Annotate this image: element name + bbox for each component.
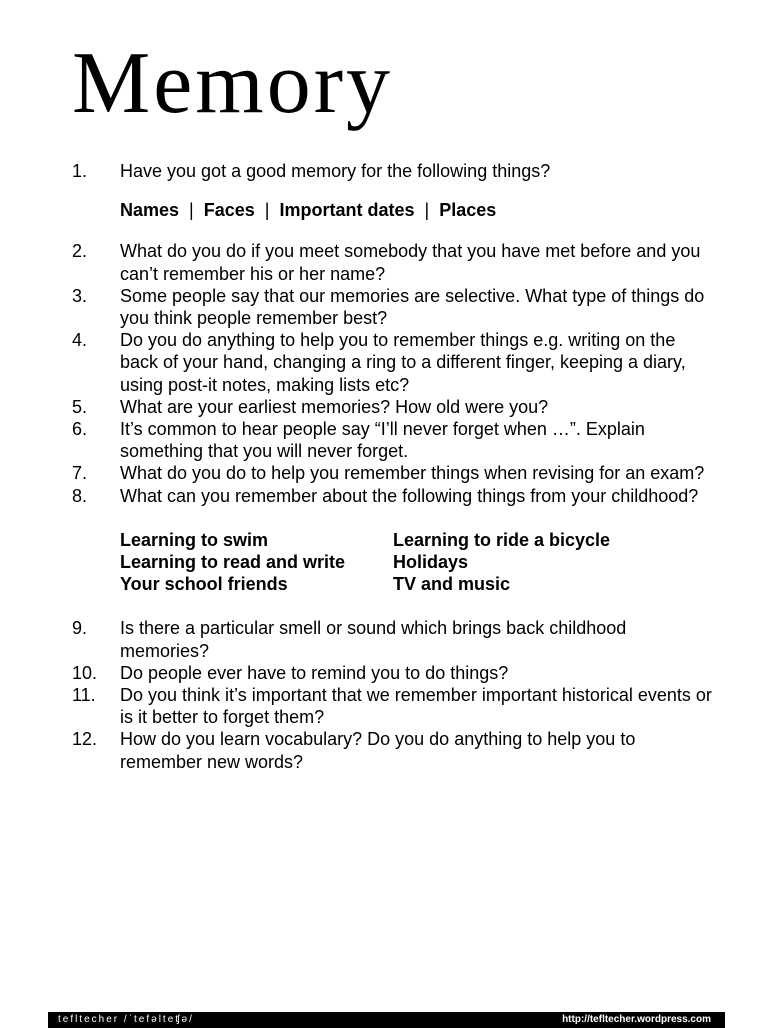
childhood-topic: Learning to read and write: [120, 552, 346, 573]
question-item: [72, 160, 712, 182]
question-number: 8.: [72, 485, 88, 506]
question-number: 5.: [72, 396, 88, 417]
question-number: 1.: [72, 161, 88, 181]
question-text: What do you do to help you remember things when revising for an exam?: [120, 463, 705, 484]
question-text: What can you remember about the following things from your childhood?: [120, 485, 699, 506]
question-item: [72, 485, 712, 507]
childhood-topic: Learning to ride a bicycle: [393, 529, 611, 550]
question-text: Do people ever have to remind you to do things?: [120, 662, 509, 683]
question-number: 9.: [72, 618, 88, 639]
question-item: [72, 662, 712, 684]
childhood-topic: Learning to swim: [120, 529, 269, 550]
topic-word: Names: [120, 200, 180, 221]
topic-separator: |: [424, 200, 430, 221]
question-item: [72, 684, 712, 728]
page-title: Memory: [72, 35, 394, 132]
question-item: [72, 240, 712, 284]
footer-brand: tefltecher /ˈtefəlteʧə/: [58, 1014, 194, 1025]
footer-bar: [48, 1012, 725, 1028]
topic-word: Places: [439, 200, 497, 221]
question-item: [72, 285, 712, 329]
childhood-topic: TV and music: [393, 574, 511, 595]
question-number: 6.: [72, 419, 88, 440]
question-number: 7.: [72, 463, 88, 484]
question-item: [72, 396, 712, 418]
question-text: How do you learn vocabulary? Do you do anything to help you to remember new words?: [120, 729, 636, 772]
question-number: 3.: [72, 285, 88, 306]
question-number: 4.: [72, 330, 88, 351]
question-item: [72, 329, 712, 396]
question-item: [72, 617, 712, 661]
memory-topics-row: [120, 199, 712, 221]
question-text: Some people say that our memories are selective. What type of things do you think people remember best?: [120, 285, 705, 329]
question-text: What are your earliest memories? How old were you?: [120, 396, 549, 417]
topic-word: Important dates: [279, 200, 415, 221]
topic-separator: |: [189, 200, 194, 221]
question-number: 12.: [72, 729, 98, 750]
question-text: Is there a particular smell or sound which brings back childhood memories?: [120, 618, 627, 661]
question-text: Do you think it’s important that we remember important historical events or is it better to forget them?: [120, 685, 712, 728]
question-text: Have you got a good memory for the following things?: [120, 161, 551, 181]
question-item: [72, 462, 712, 484]
childhood-topic: Holidays: [393, 552, 469, 573]
question-text: What do you do if you meet somebody that you have met before and you can’t remember his or her name?: [120, 241, 701, 284]
question-item: [72, 728, 712, 772]
childhood-topics-grid: [120, 529, 712, 596]
question-number: 11.: [72, 685, 96, 706]
topic-word: Faces: [203, 200, 255, 221]
question-number: 10.: [72, 662, 98, 683]
question-text: It’s common to hear people say “I’ll never forget when …”. Explain something that you will never forget.: [120, 419, 645, 462]
worksheet-content: [72, 160, 712, 773]
question-text: Do you do anything to help you to remember things e.g. writing on the back of your hand, changing a ring to a different finger, keeping a diary, using post-it notes, making lists etc?: [120, 330, 686, 395]
topic-separator: |: [264, 200, 270, 221]
childhood-topic: Your school friends: [120, 574, 288, 595]
footer-url-link[interactable]: http://tefltecher.wordpress.com: [562, 1014, 711, 1025]
question-number: 2.: [72, 241, 88, 262]
question-item: [72, 418, 712, 462]
